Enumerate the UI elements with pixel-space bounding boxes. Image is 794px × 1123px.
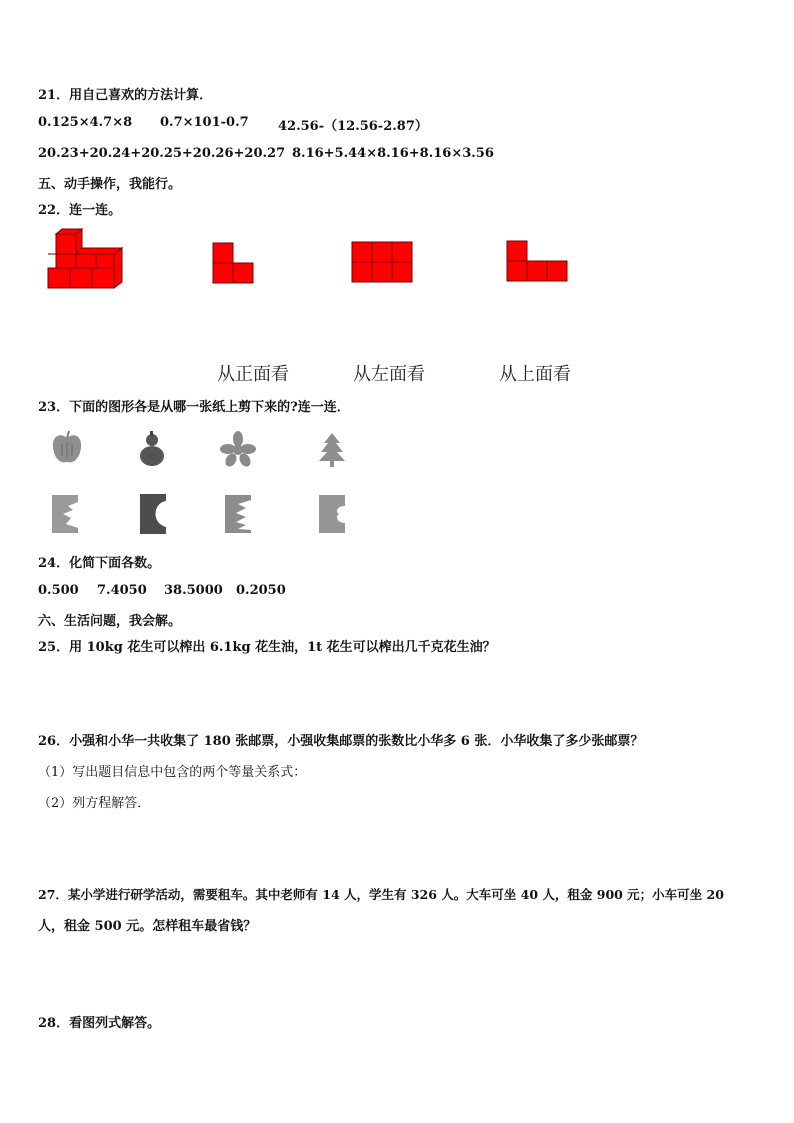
q21-expr-2: 0.7×101-0.7 xyxy=(160,115,249,130)
q24-number-1: 0.500 xyxy=(38,583,79,598)
q24-number-3: 38.5000 xyxy=(164,583,223,598)
flower-shape-icon xyxy=(220,431,256,467)
q21-title: 21．用自己喜欢的方法计算． xyxy=(38,88,213,103)
q26-text: 26．小强和小华一共收集了 180 张邮票，小强收集邮票的张数比小华多 6 张．小华收集了多少张邮票？ xyxy=(38,734,644,749)
paper-zigzag-cut-icon xyxy=(224,494,254,534)
section-5-heading: 五、动手操作，我能行。 xyxy=(38,177,182,192)
q21-expr-3: 42.56-（12.56-2.87） xyxy=(278,119,428,134)
q28-text: 28．看图列式解答。 xyxy=(38,1016,161,1031)
view-label-front: 从正面看 xyxy=(217,364,289,385)
gourd-shape-icon xyxy=(137,431,167,467)
apple-shape-icon xyxy=(50,430,84,466)
q27-line-2: 人，租金 500 元。怎样租车最省钱？ xyxy=(38,919,257,934)
paper-moon-cut-icon xyxy=(139,493,169,535)
q22-title: 22．连一连。 xyxy=(38,203,122,218)
q25-text: 25．用 10kg 花生可以榨出 6.1kg 花生油，1t 花生可以榨出几千克花生油？ xyxy=(38,640,496,655)
q24-number-4: 0.2050 xyxy=(236,583,286,598)
view-option-2 xyxy=(351,241,413,283)
q21-expr-5: 8.16+5.44×8.16+8.16×3.56 xyxy=(292,146,494,161)
q26-sub2: （2）列方程解答． xyxy=(38,796,151,811)
view-option-1 xyxy=(212,242,254,284)
view-label-top: 从上面看 xyxy=(499,364,571,385)
q24-title: 24．化简下面各数。 xyxy=(38,556,161,571)
q27-line-1: 27．某小学进行研学活动，需要租车。其中老师有 14 人，学生有 326 人。大车可坐 40 人，租金 900 元；小车可坐 20 xyxy=(38,887,724,902)
q23-title: 23．下面的图形各是从哪一张纸上剪下来的?连一连． xyxy=(38,400,350,415)
section-6-heading: 六、生活问题，我会解。 xyxy=(38,614,182,629)
block-3d-figure xyxy=(44,228,128,290)
view-option-3 xyxy=(506,240,568,282)
q26-sub1: （1）写出题目信息中包含的两个等量关系式： xyxy=(38,765,307,780)
paper-leaf-cut-icon xyxy=(51,494,81,534)
tree-shape-icon xyxy=(316,432,348,468)
paper-bulb-cut-icon xyxy=(318,494,348,534)
q21-expr-4: 20.23+20.24+20.25+20.26+20.27 xyxy=(38,146,286,161)
q21-expr-1: 0.125×4.7×8 xyxy=(38,115,133,130)
q24-number-2: 7.4050 xyxy=(97,583,147,598)
view-label-left: 从左面看 xyxy=(353,364,425,385)
